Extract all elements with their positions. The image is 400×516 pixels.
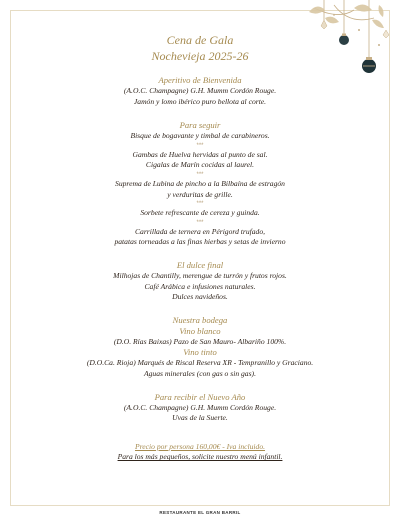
section-title-aperitivo: Aperitivo de Bienvenida bbox=[158, 75, 242, 85]
menu-line: (D.O. Rías Baixas) Pazo de San Mauro- Albariño 100%. bbox=[113, 336, 287, 346]
menu-line: patatas torneadas a las finas hierbas y setas de invierno bbox=[114, 237, 286, 247]
menu-line: (D.O.Ca. Rioja) Marqués de Riscal Reserva XR - Tempranillo y Graciano. bbox=[86, 358, 314, 368]
menu-line: Dulces navideños. bbox=[172, 292, 228, 302]
menu-line: Gambas de Huelva hervidas al punto de sal. bbox=[132, 149, 268, 159]
separator: *** bbox=[196, 201, 204, 208]
menu-line: Jamón y lomo ibérico puro bellota al corte. bbox=[133, 96, 267, 106]
menu-line: Milhojas de Chantilly, merengue de turrón y frutos rojos. bbox=[113, 270, 287, 280]
subsection-title-vino-blanco: Vino blanco bbox=[179, 325, 221, 336]
menu-line: y verduritas de grille. bbox=[167, 189, 233, 199]
menu-line: Café Arábica e infusiones naturales. bbox=[144, 281, 256, 291]
menu-title-2: Nochevieja 2025-26 bbox=[151, 49, 249, 63]
section-title-bodega: Nuestra bodega bbox=[172, 314, 228, 325]
menu-line: Sorbete refrescante de cereza y guinda. bbox=[140, 208, 260, 218]
section-title-para-seguir: Para seguir bbox=[179, 120, 221, 131]
menu-line: (A.O.C. Champagne) G.H. Mumm Cordón Rouge. bbox=[123, 86, 277, 95]
menu-line: Cigalas de Marín cocidas al laurel. bbox=[145, 160, 255, 170]
menu-title-1: Cena de Gala bbox=[166, 33, 234, 47]
menu-line: Suprema de Lubina de pincho a la Bilbaína de estragón bbox=[115, 178, 285, 188]
price-line: Precio por persona 160,00€ - Iva incluido. bbox=[134, 441, 266, 451]
separator: *** bbox=[196, 171, 204, 178]
section-title-nuevo-ano: Para recibir el Nuevo Año bbox=[154, 391, 246, 402]
subsection-title-vino-tinto: Vino tinto bbox=[183, 347, 217, 358]
children-menu-note: Para los más pequeños, solicite nuestro menú infantil. bbox=[117, 452, 283, 462]
restaurant-footer: RESTAURANTE EL GRAN BARRIL bbox=[159, 510, 241, 515]
menu-line: (A.O.C. Champagne) G.H. Mumm Cordón Rouge. bbox=[123, 402, 277, 412]
separator: *** bbox=[196, 142, 204, 149]
section-title-dulce: El dulce final bbox=[176, 259, 224, 270]
menu-line: Uvas de la Suerte. bbox=[172, 413, 228, 423]
menu-line: Carrillada de ternera en Périgord trufado, bbox=[134, 226, 266, 236]
separator: *** bbox=[196, 219, 204, 226]
menu-line: Bisque de bogavante y timbal de carabineros. bbox=[130, 131, 270, 141]
menu-line: Aguas minerales (con gas o sin gas). bbox=[143, 368, 256, 378]
